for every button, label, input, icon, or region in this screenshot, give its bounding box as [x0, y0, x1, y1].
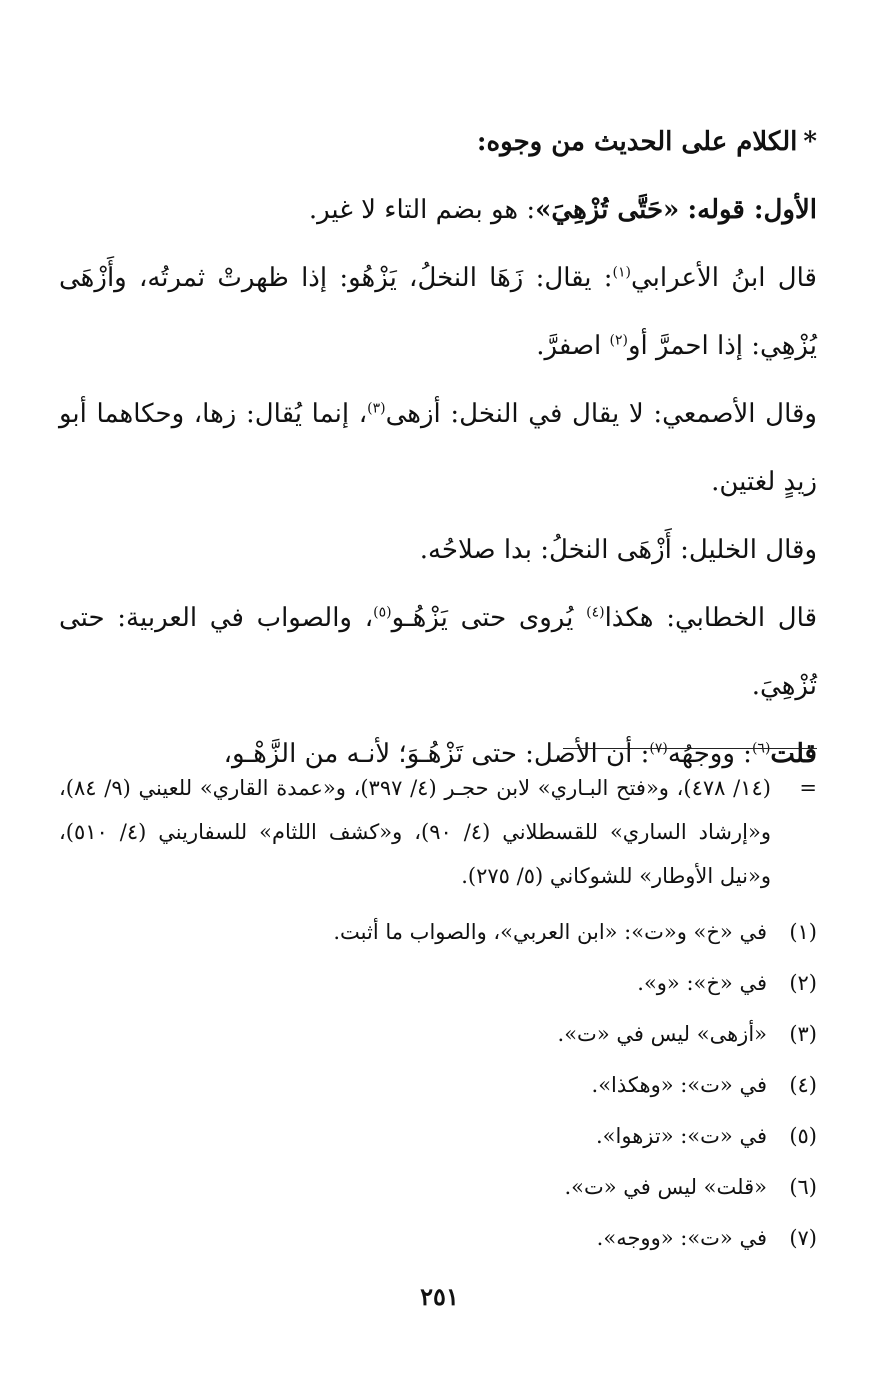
footnote-ref-4: (٤): [586, 604, 605, 621]
section-heading: [59, 108, 817, 176]
qultu-text-b: : أن الأصل: حتى تَزْهُـوَ؛ لأنـه من الزَّهْـو،: [223, 739, 650, 769]
qultu-text-a: : ووجهُه: [667, 739, 752, 769]
khattabi-text-a: قال الخطابي: هكذا: [604, 603, 817, 633]
footnote-text: في «ت»: «ووجه».: [596, 1225, 767, 1250]
footnote-text: «أزهى» ليس في «ت».: [557, 1021, 767, 1046]
paragraph-khattabi: [59, 584, 817, 720]
first-point-label: الأول: قوله:: [687, 195, 817, 225]
footnote-ref-5: (٥): [373, 604, 392, 621]
continuation-mark: =: [799, 776, 817, 800]
footnote-number: (٥): [789, 1123, 817, 1148]
ibn-arabi-text-c: اصفرَّ.: [536, 331, 610, 361]
footnote-text: «قلت» ليس في «ت».: [564, 1174, 767, 1199]
footnote-text: في «ت»: «وهكذا».: [591, 1072, 767, 1097]
khattabi-text-b: يُروى حتى يَزْهُـو: [391, 603, 587, 633]
footnote-divider: [563, 748, 817, 749]
footnotes-section: [59, 766, 817, 1263]
star-icon: *: [803, 127, 817, 157]
main-text: [59, 108, 817, 788]
footnote-1: [59, 906, 817, 957]
first-point-text: : هو بضم التاء لا غير.: [308, 195, 536, 225]
paragraph-ibn-arabi: [59, 244, 817, 380]
footnote-ref-1: (١): [612, 264, 631, 281]
footnote-text: في «ت»: «تزهوا».: [596, 1123, 767, 1148]
footnote-5: [59, 1110, 817, 1161]
paragraph-first-point: [59, 176, 817, 244]
ibn-arabi-text-a: قال ابنُ الأعرابي: [630, 263, 817, 293]
paragraph-khalil: [59, 516, 817, 584]
footnote-6: [59, 1161, 817, 1212]
footnote-number: (٣): [789, 1021, 817, 1046]
footnote-7: [59, 1212, 817, 1263]
footnote-number: (٢): [789, 970, 817, 995]
continuation-text: (١٤/ ٤٧٨)، و«فتح البـاري» لابن حجـر (٤/ ٣٩٧)، و«عمدة القاري» للعيني (٩/ ٨٤)، و«إرشاد الساري» للقسطلاني (٤/ ٩٠)، و«كشف اللثام» للسفاريني (٤/ ٥١٠)، و«نيل الأوطار» للشوكاني (٥/ ٢٧٥).: [59, 776, 771, 888]
page-number: ٢٥١: [420, 1282, 459, 1311]
hadith-quote: «حَتَّى تُزْهِيَ»: [535, 195, 680, 225]
footnote-ref-6: (٦): [751, 740, 771, 757]
footnote-number: (١): [789, 919, 817, 944]
asmai-text-a: وقال الأصمعي: لا يقال في النخل: أزهى: [385, 399, 817, 429]
footnote-text: في «خ»: «و».: [637, 970, 767, 995]
heading-text: الكلام على الحديث من وجوه:: [476, 127, 798, 157]
footnote-4: [59, 1059, 817, 1110]
footnote-list: [59, 906, 817, 1263]
khattabi-text-c: ، والصواب في العربية: حتى تُزْهِيَ.: [59, 603, 817, 701]
paragraph-asmai: [59, 380, 817, 516]
footnote-ref-2: (٢): [609, 332, 628, 349]
footnote-number: (٦): [789, 1174, 817, 1199]
footnote-ref-7: (٧): [649, 740, 668, 757]
footnote-number: (٤): [789, 1072, 817, 1097]
footnote-text: في «خ» و«ت»: «ابن العربي»، والصواب ما أثبت.: [333, 919, 767, 944]
footnote-2: [59, 957, 817, 1008]
footnote-continuation: [59, 766, 817, 898]
footnote-3: [59, 1008, 817, 1059]
footnote-ref-3: (٣): [367, 400, 386, 417]
asmai-text-b: ، إنما يُقال: زها، وحكاهما أبو زيدٍ لغتين.: [59, 399, 817, 497]
footnote-number: (٧): [789, 1225, 817, 1250]
qultu-label: قلت: [770, 739, 817, 769]
khalil-text: وقال الخليل: أَزْهَى النخلُ: بدا صلاحُه.: [419, 535, 817, 565]
ibn-arabi-text-b: : يقال: زَهَا النخلُ، يَزْهُو: إذا ظهرتْ ثمرتُه، وأَزْهَى يُزْهِي: إذا احمرَّ أو: [59, 263, 817, 361]
